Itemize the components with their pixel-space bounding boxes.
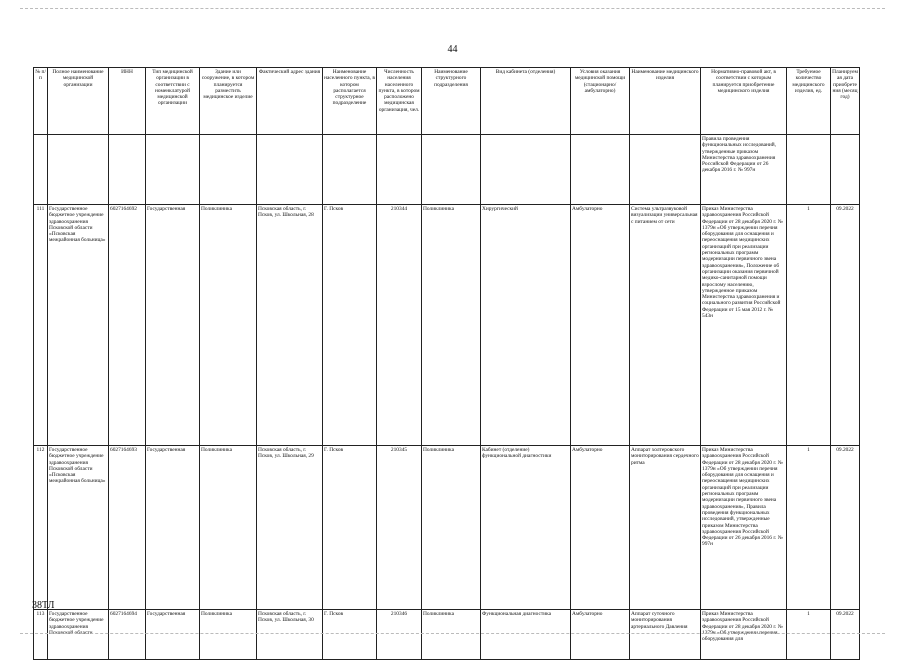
cell-address: Псковская область, г. Псков, ул. Школьная, 29 <box>257 446 323 610</box>
header-cell: Численность населения населенного пункта, в котором расположено медицинская организация, чел. <box>377 68 422 135</box>
header-cell: ИНН <box>109 68 146 135</box>
cell-qty: 1 <box>787 610 831 660</box>
cell-qty: 1 <box>787 205 831 446</box>
cell-population: 210346 <box>377 610 422 660</box>
cell-device: Аппарат холтеровского мониторирования сердечного ритма <box>630 446 701 610</box>
cell-building: Поликлиника <box>200 610 257 660</box>
header-cell: Наименование населенного пункта, в котором располагается структурное подразделение <box>323 68 377 135</box>
cell-type: Государственная <box>146 610 200 660</box>
cell-locality <box>323 135 377 205</box>
cell-qty: 1 <box>787 446 831 610</box>
cell-type: Государственная <box>146 205 200 446</box>
cell-population: 210344 <box>377 205 422 446</box>
cell-inn: 6027164692 <box>109 205 146 446</box>
cell-device: Аппарат суточного мониторирования артериального Давления <box>630 610 701 660</box>
scan-artifact-top <box>20 8 885 9</box>
header-cell: Вид кабинета (отделения) <box>481 68 571 135</box>
cell-act: Приказ Министерства здравоохранения Российской Федерации от 28 декабря 2020 г. № 1379н «Об утверждении перечня оборудования для оснащения и переоснащения медицинских организаций при реализации региональных программ модернизации первичного звена здравоохранения», Правила проведения функциональных исследований, утвержденные приказом Министерства здравоохранения Российской Федерации от 26 декабря 2016 г. № 997н <box>701 446 787 610</box>
cell-type: Государственная <box>146 446 200 610</box>
header-cell: Полное наименование медицинской организации <box>48 68 109 135</box>
cell-cabinet <box>481 135 571 205</box>
cell-inn <box>109 135 146 205</box>
header-cell: Наименование структурного подразделения <box>422 68 481 135</box>
cell-cabinet: Функциональная диагностика <box>481 610 571 660</box>
header-cell: Требуемое количество медицинского изделия, ед. <box>787 68 831 135</box>
equipment-table <box>33 67 860 660</box>
cell-num: 112 <box>34 446 48 610</box>
cell-conditions <box>571 135 630 205</box>
cell-org: Государственное бюджетное учреждение здравоохранения Псковской области «Псковская межрайонная больница» <box>48 446 109 610</box>
cell-building: Поликлиника <box>200 446 257 610</box>
cell-subdivision <box>422 135 481 205</box>
cell-date: 09.2022 <box>831 446 860 610</box>
cell-building <box>200 135 257 205</box>
page-number: 44 <box>447 44 458 55</box>
header-cell: Планируемая дата приобретения (месяц год) <box>831 68 860 135</box>
table-row <box>34 446 860 610</box>
cell-type <box>146 135 200 205</box>
header-cell: Здание или сооружение, в котором планируется разместить медицинское изделие <box>200 68 257 135</box>
table-row <box>34 205 860 446</box>
cell-subdivision: Поликлиника <box>422 446 481 610</box>
cell-act: Приказ Министерства здравоохранения Российской Федерации от 28 декабря 2020 г. № 1379н «Об утверждении перечня оборудования для оснащения и переоснащения медицинских организаций при реализации региональных программ модернизации первичного звена здравоохранения», Положение об организации оказания первичной медико-санитарной помощи взрослому населению, утвержденное приказом Министерства здравоохранения и социального развития Российской Федерации от 15 мая 2012 г. № 543н <box>701 205 787 446</box>
cell-building: Поликлиника <box>200 205 257 446</box>
header-cell: Фактический адрес здания <box>257 68 323 135</box>
header-cell: Тип медицинской организации в соответствии с номенклатурой медицинской организации <box>146 68 200 135</box>
cell-locality: Г. Псков <box>323 610 377 660</box>
cell-locality: Г. Псков <box>323 446 377 610</box>
cell-address: Псковская область, г. Псков, ул. Школьная, 28 <box>257 205 323 446</box>
cell-org: Государственное бюджетное учреждение здравоохранения Псковской области <box>48 610 109 660</box>
cell-num: 111 <box>34 205 48 446</box>
scan-artifact-bottom <box>20 633 885 634</box>
cell-device: Система ультразвуковой визуализации универсальная с питанием от сети <box>630 205 701 446</box>
header-cell: Наименование медицинского изделия <box>630 68 701 135</box>
cell-org: Государственное бюджетное учреждение здравоохранения Псковской области «Псковская межрайонная больница» <box>48 205 109 446</box>
cell-date: 09.2022 <box>831 205 860 446</box>
cell-device <box>630 135 701 205</box>
cell-subdivision: Поликлиника <box>422 205 481 446</box>
header-cell: Нормативно-правовой акт, в соответствии с которым планируется приобретение медицинского изделия <box>701 68 787 135</box>
header-cell: № п/п <box>34 68 48 135</box>
cell-num <box>34 135 48 205</box>
cell-address: Псковская область, г. Псков, ул. Школьная, 30 <box>257 610 323 660</box>
cell-num: 113 <box>34 610 48 660</box>
footer-code: 38ТЛ <box>32 600 55 611</box>
cell-cabinet: Хирургический <box>481 205 571 446</box>
table-row <box>34 610 860 660</box>
cell-org <box>48 135 109 205</box>
cell-act: Приказ Министерства здравоохранения Российской Федерации от 28 декабря 2020 г. № 1379н «Об утверждении перечня оборудования для <box>701 610 787 660</box>
cell-date <box>831 135 860 205</box>
cell-population <box>377 135 422 205</box>
cell-conditions: Амбулаторно <box>571 446 630 610</box>
table-header-row <box>34 68 860 135</box>
cell-date: 09.2022 <box>831 610 860 660</box>
cell-qty <box>787 135 831 205</box>
cell-cabinet: Кабинет (отделение) функциональной диагностики <box>481 446 571 610</box>
table-row <box>34 135 860 205</box>
cell-inn: 6027164694 <box>109 610 146 660</box>
cell-inn: 6027164693 <box>109 446 146 610</box>
cell-subdivision: Поликлиника <box>422 610 481 660</box>
cell-population: 210345 <box>377 446 422 610</box>
cell-locality: Г. Псков <box>323 205 377 446</box>
cell-conditions: Амбулаторно <box>571 610 630 660</box>
cell-conditions: Амбулаторно <box>571 205 630 446</box>
cell-act: Правила проведения функциональных исследований, утвержденные приказом Министерства здравоохранения Российской Федерации от 26 декабря 2016 г. № 997н <box>701 135 787 205</box>
cell-address <box>257 135 323 205</box>
header-cell: Условия оказания медицинской помощи (стационарно/ амбулаторно) <box>571 68 630 135</box>
